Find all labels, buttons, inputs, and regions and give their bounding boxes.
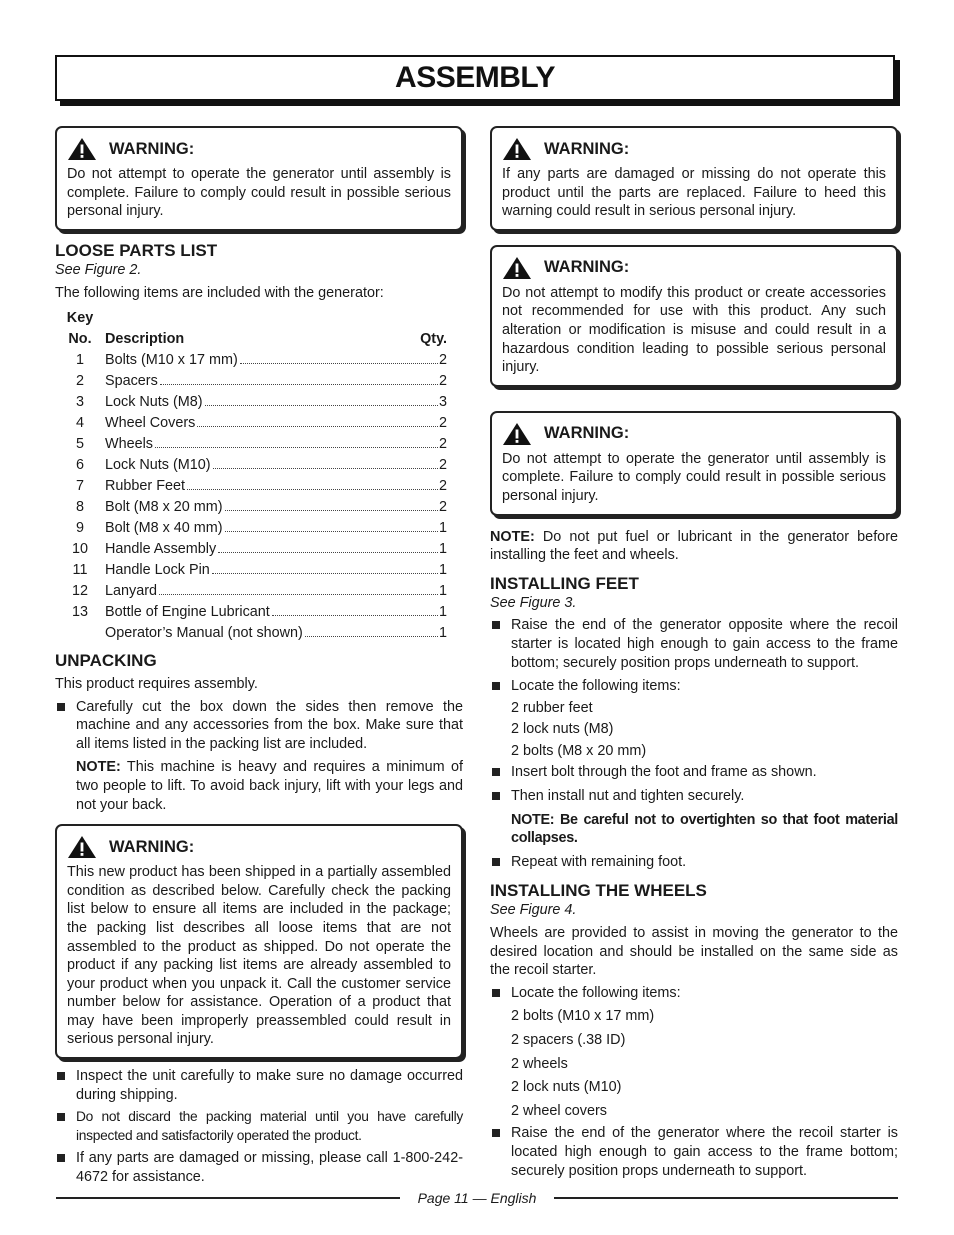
key-number: 1 [75,352,84,369]
table-row [55,538,463,559]
warning-triangle-icon [502,137,532,161]
loose-parts-heading: LOOSE PARTS LIST [55,240,218,260]
key-number [55,622,105,643]
table-row [55,349,463,370]
leader-dots [272,615,438,616]
leader-dots [160,384,438,385]
warning-box-assembly-right [490,411,898,516]
list-item: 2 wheel covers [511,1102,607,1119]
part-quantity: 2 [438,499,447,516]
part-description: Wheels [105,436,153,453]
key-number: 13 [71,604,88,621]
warning-text: Do not attempt to operate the generator until assembly is complete. Failure to comply could result in possible serious personal injury. [67,166,451,220]
part-description: Wheel Covers [105,415,196,432]
table-row [55,580,463,601]
key-header-line2: No. [68,331,92,348]
part-description: Handle Assembly [105,541,217,558]
leader-dots [155,447,438,448]
part-quantity: 2 [438,352,447,369]
figure-reference: See Figure 3. [490,594,577,611]
list-item: 2 bolts (M10 x 17 mm) [511,1008,655,1025]
figure-reference: See Figure 2. [55,261,142,278]
warning-text: Do not attempt to operate the generator until assembly is complete. Failure to comply could result in possible serious personal injury. [502,450,886,504]
wheels-intro: Wheels are provided to assist in moving the generator to the desired location and should be installed on the same side as the recoil starter. [490,925,898,979]
part-description: Bolt (M8 x 40 mm) [105,520,223,537]
list-item: Locate the following items: [490,984,898,1003]
table-row [55,601,463,622]
figure-reference: See Figure 4. [490,902,577,919]
warning-box-modification [490,245,898,387]
unpacking-note [55,758,463,814]
warning-label: WARNING: [109,139,195,158]
loose-parts-table [55,307,463,643]
part-quantity: 1 [438,541,447,558]
note-label: NOTE: [490,528,535,545]
table-row [55,433,463,454]
list-item: Then install nut and tighten securely. [490,787,898,806]
warning-triangle-icon [67,137,97,161]
warning-triangle-icon [502,422,532,446]
part-description: Bolts (M10 x 17 mm) [105,352,238,369]
part-quantity: 1 [438,562,447,579]
leader-dots [159,594,438,595]
list-item: Repeat with remaining foot. [490,853,898,872]
overtighten-note: NOTE: Be careful not to overtighten so that foot material collapses. [511,811,898,847]
leader-dots [187,489,438,490]
warning-text: Do not attempt to modify this product or create accessories not recommended for use with this product. Any such alteration or modification is misuse and could result in a hazardous condition leading to possible serious personal injury. [502,284,886,376]
warning-text: This new product has been shipped in a partially assembled condition as described below. Carefully check the packing list below to ensure all items are included in the package; the packing list describes all loose items that are not assembled to the product as shipped. Do not operate the product if any packing list items are already assembled to your product when you unpack it. Call the customer service number below for assistance. Operation of a product that may have been improperly preassembled could result in serious personal injury. [67,864,451,1048]
part-description: Handle Lock Pin [105,562,210,579]
key-number: 6 [75,457,84,474]
key-number: 8 [75,499,84,516]
table-row [55,475,463,496]
list-item: Inspect the unit carefully to make sure no damage occurred during shipping. [55,1067,463,1104]
footer-rule [554,1197,898,1199]
key-number: 5 [75,436,84,453]
feet-steps [490,616,898,695]
table-row [55,496,463,517]
description-header: Description [105,331,185,348]
page-footer [56,1188,898,1208]
leader-dots [225,531,438,532]
key-number: 4 [75,415,84,432]
list-item: 2 lock nuts (M10) [511,1079,622,1096]
right-column [490,126,898,1180]
list-item: Locate the following items: [490,677,898,696]
key-number: 11 [72,562,88,579]
fuel-note [490,528,898,565]
note-text: This machine is heavy and requires a minimum of two people to lift. To avoid back injury, lift with your legs and not your back. [76,759,463,813]
warning-label: WARNING: [544,424,630,443]
leader-dots [197,426,438,427]
part-quantity: 1 [438,520,447,537]
leader-dots [218,552,438,553]
leader-dots [225,510,438,511]
unpacking-intro: This product requires assembly. [55,675,258,692]
wheels-items [490,1007,898,1120]
warning-triangle-icon [502,256,532,280]
left-column [55,126,463,1187]
key-number: 3 [75,394,84,411]
leader-dots [305,636,438,637]
leader-dots [212,573,438,574]
note-label: NOTE: [76,759,121,776]
installing-feet-heading: INSTALLING FEET [490,573,639,593]
warning-label: WARNING: [544,139,630,158]
key-number: 12 [71,583,88,600]
warning-text: If any parts are damaged or missing do not operate this product until the parts are replaced. Failure to heed this warning could result in serious personal injury. [502,166,886,220]
part-description: Lanyard [105,583,158,600]
part-description: Rubber Feet [105,478,185,495]
page-title: ASSEMBLY [395,61,555,94]
part-quantity: 1 [438,583,447,600]
loose-parts-intro: The following items are included with the generator: [55,285,384,302]
part-quantity: 1 [438,625,447,642]
table-row [55,517,463,538]
note-text: Do not put fuel or lubricant in the generator before installing the feet and wheels. [490,528,898,564]
page-number: Page 11 — English [417,1190,537,1206]
list-item: 2 lock nuts (M8) [511,721,614,738]
part-description: Lock Nuts (M10) [105,457,211,474]
part-description: Lock Nuts (M8) [105,394,203,411]
key-number: 7 [75,478,84,495]
part-description: Bottle of Engine Lubricant [105,604,270,621]
list-item: Carefully cut the box down the sides then remove the machine and any accessories from the box. Make sure that all items listed in the packing list are included. [55,698,463,754]
part-quantity: 2 [438,415,447,432]
list-item: 2 rubber feet [511,699,593,716]
table-row [55,454,463,475]
feet-items [490,699,898,761]
leader-dots [213,468,438,469]
unpacking-heading: UNPACKING [55,650,157,670]
leader-dots [205,405,438,406]
key-number: 10 [71,541,88,558]
warning-label: WARNING: [544,258,630,277]
warning-box-missing-parts [490,126,898,231]
list-item: 2 wheels [511,1055,568,1072]
warning-box-assembly [55,126,463,231]
table-row [55,622,463,643]
table-row [55,559,463,580]
key-header-line1: Key [66,310,94,327]
part-description: Spacers [105,373,158,390]
part-description: Bolt (M8 x 20 mm) [105,499,223,516]
part-description: Operator’s Manual (not shown) [105,625,303,642]
section-title-banner [55,55,895,101]
list-item: Raise the end of the generator opposite where the recoil starter is located high enough to gain access to the frame bottom; securely position props underneath to support. [490,616,898,672]
leader-dots [240,363,438,364]
warning-box-shipping [55,824,463,1059]
table-row [55,412,463,433]
footer-rule [56,1197,400,1199]
table-row [55,391,463,412]
part-quantity: 2 [438,478,447,495]
part-quantity: 3 [438,394,447,411]
key-number: 9 [75,520,84,537]
part-quantity: 2 [438,457,447,474]
table-row [55,370,463,391]
feet-steps-2 [490,763,898,805]
key-number: 2 [75,373,84,390]
list-item: If any parts are damaged or missing, please call 1-800-242-4672 for assistance. [55,1149,463,1186]
list-item: Do not discard the packing material until you have carefully inspected and satisfactorily operated the product. [55,1108,463,1145]
part-quantity: 2 [438,373,447,390]
warning-triangle-icon [67,835,97,859]
installing-wheels-heading: INSTALLING THE WHEELS [490,881,707,901]
qty-header: Qty. [420,331,447,348]
list-item: Raise the end of the generator where the recoil starter is located high enough to gain access to the frame bottom; securely position props underneath to support. [490,1124,898,1180]
inspection-list [55,1067,463,1187]
list-item: Insert bolt through the foot and frame as shown. [490,763,898,782]
part-quantity: 2 [438,436,447,453]
warning-label: WARNING: [109,837,195,856]
list-item: 2 spacers (.38 ID) [511,1032,626,1048]
part-quantity: 1 [438,604,447,621]
unpacking-list [55,698,463,754]
list-item: 2 bolts (M8 x 20 mm) [511,742,647,759]
